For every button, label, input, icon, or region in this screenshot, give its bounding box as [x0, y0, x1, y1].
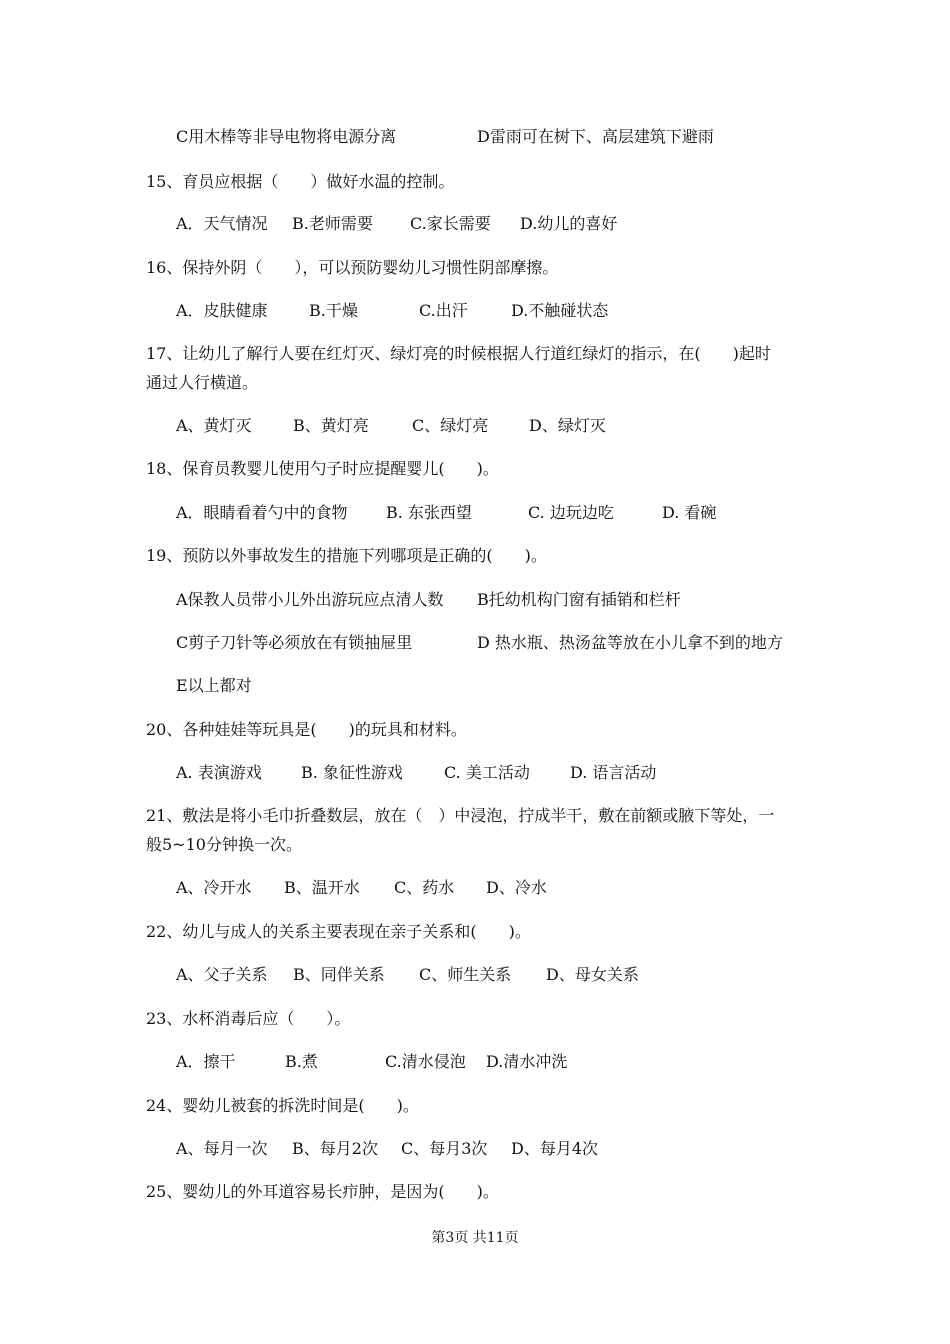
question-19-option-a: A保教人员带小儿外出游玩应点清人数: [176, 590, 444, 609]
question-17-continued: 通过人行横道。: [146, 373, 259, 392]
option: D. 看碗: [662, 503, 717, 522]
question-15-options: [176, 214, 617, 234]
question-18: 18、保育员教婴儿使用勺子时应提醒婴儿( )。: [146, 459, 499, 478]
option: D.幼儿的喜好: [520, 214, 618, 233]
page-footer: 第3页 共11页: [431, 1230, 519, 1246]
option: B. 象征性游戏: [301, 763, 403, 782]
option-d-line: D雷雨可在树下、高层建筑下避雨: [477, 127, 714, 146]
option: B、每月2次: [292, 1139, 378, 1158]
option: B、温开水: [284, 878, 360, 897]
question-21-continued: 般5~10分钟换一次。: [146, 835, 302, 854]
question-17-options: [176, 416, 606, 436]
option: C、每月3次: [401, 1139, 488, 1158]
option: C. 美工活动: [444, 763, 530, 782]
option: B、黄灯亮: [293, 416, 369, 435]
option: D. 语言活动: [570, 763, 657, 782]
option: A．擦干: [176, 1052, 236, 1071]
option: D、绿灯灭: [529, 416, 606, 435]
question-23: 23、水杯消毒后应（ ）。: [146, 1009, 351, 1028]
option: B.煮: [285, 1052, 318, 1071]
question-23-options: [176, 1052, 567, 1072]
option: C、师生关系: [419, 965, 512, 984]
option: B.老师需要: [292, 214, 373, 233]
option: C.家长需要: [410, 214, 491, 233]
option: B. 东张西望: [386, 503, 472, 522]
question-19-option-d: D 热水瓶、热汤盆等放在小儿拿不到的地方: [477, 633, 783, 652]
option: A、父子关系: [176, 965, 268, 984]
question-19-option-c: C剪子刀针等必须放在有锁抽屉里: [176, 633, 413, 652]
option: A、冷开水: [176, 878, 252, 897]
question-15: 15、育员应根据（ ）做好水温的控制。: [146, 172, 455, 191]
question-19: 19、预防以外事故发生的措施下列哪项是正确的( )。: [146, 546, 547, 565]
option-c-line: C用木棒等非导电物将电源分离: [176, 127, 397, 146]
option: C、药水: [394, 878, 455, 897]
question-18-options: [176, 503, 716, 523]
option: B.干燥: [309, 301, 358, 320]
question-16: 16、保持外阴（ ），可以预防婴幼儿习惯性阴部摩擦。: [146, 258, 559, 277]
option: A. 表演游戏: [176, 763, 262, 782]
question-22-options: [176, 965, 639, 985]
option: B、同伴关系: [293, 965, 385, 984]
option: A．眼睛看着勺中的食物: [176, 503, 348, 522]
question-16-options: [176, 301, 608, 321]
option: D、每月4次: [511, 1139, 599, 1158]
question-21-options: [176, 878, 547, 898]
question-19-option-b: B托幼机构门窗有插销和栏杆: [477, 590, 681, 609]
question-17: 17、让幼儿了解行人要在红灯灭、绿灯亮的时候根据人行道红绿灯的指示，在( )起时: [146, 344, 771, 363]
option: C、绿灯亮: [412, 416, 489, 435]
question-24: 24、婴幼儿被套的拆洗时间是( )。: [146, 1096, 419, 1115]
option: A．天气情况: [176, 214, 268, 233]
question-24-options: [176, 1139, 598, 1159]
option: D.清水冲洗: [486, 1052, 568, 1071]
question-20-options: [176, 763, 656, 783]
question-21: 21、敷法是将小毛巾折叠数层，放在（ ）中浸泡，拧成半干，敷在前额或腋下等处，一: [146, 806, 775, 825]
question-22: 22、幼儿与成人的关系主要表现在亲子关系和( )。: [146, 922, 531, 941]
option: D.不触碰状态: [511, 301, 609, 320]
option: A、黄灯灭: [176, 416, 252, 435]
option: C.清水侵泡: [385, 1052, 466, 1071]
option: D、母女关系: [546, 965, 639, 984]
option: A、每月一次: [176, 1139, 268, 1158]
option: A．皮肤健康: [176, 301, 268, 320]
option: C. 边玩边吃: [528, 503, 614, 522]
option: D、冷水: [486, 878, 547, 897]
question-20: 20、各种娃娃等玩具是( )的玩具和材料。: [146, 720, 467, 739]
option: C.出汗: [419, 301, 468, 320]
question-25: 25、婴幼儿的外耳道容易长疖肿，是因为( )。: [146, 1182, 499, 1201]
question-19-option-e: E以上都对: [176, 676, 252, 695]
